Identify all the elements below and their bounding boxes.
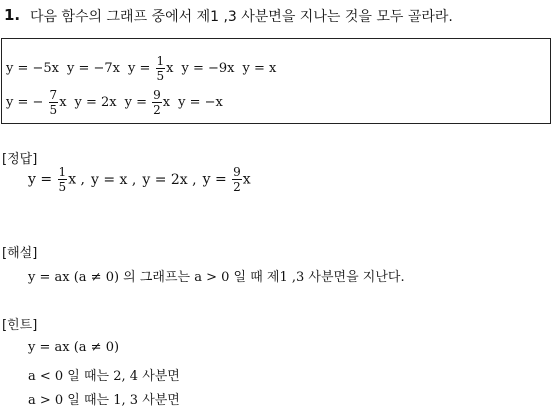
question-text: 다음 함수의 그래프 중에서 제1 ,3 사분면을 지나는 것을 모두 골라라. (30, 9, 453, 25)
choice-formula: y = −x (178, 95, 223, 110)
hint-line-1: y = ax (a ≠ 0) (28, 340, 120, 355)
question-number: 1. (4, 6, 21, 24)
choice-formula: y = −7x (67, 61, 120, 76)
answer-formula-fraction: y = $\frac{1}{5}$ x , (28, 165, 85, 194)
choice-formula-fraction: y = $\frac{1}{5}$ x (128, 54, 174, 83)
hint-line-2: a < 0 일 때는 2, 4 사분면 (28, 369, 180, 384)
choice-formula: y = −9x (181, 61, 235, 76)
answer-formula-fraction: y = $\frac{9}{2}$ x (202, 165, 251, 194)
choice-formula-fraction: y = − $\frac{7}{5}$ x (6, 88, 67, 117)
choices-row-2 (6, 89, 223, 116)
choice-formula: y = x (242, 61, 277, 76)
answer-header: [정답] (2, 152, 38, 167)
choices-row-1 (6, 55, 276, 82)
choice-formula: y = 2x (74, 95, 117, 110)
choice-formula-fraction: y = $\frac{9}{2}$ x (124, 88, 171, 117)
answer-line (28, 166, 251, 193)
choices-box (1, 38, 551, 124)
explanation-text: y = ax (a ≠ 0) 의 그래프는 a > 0 일 때 제1 ,3 사분면을 지난다. (28, 270, 405, 285)
explanation-header: [해설] (2, 246, 38, 261)
hint-header: [힌트] (2, 318, 38, 333)
answer-formula: y = 2x , (142, 171, 197, 188)
answer-formula: y = x , (90, 171, 137, 188)
choice-formula: y = −5x (6, 61, 59, 76)
hint-line-3: a > 0 일 때는 1, 3 사분면 (28, 393, 180, 408)
